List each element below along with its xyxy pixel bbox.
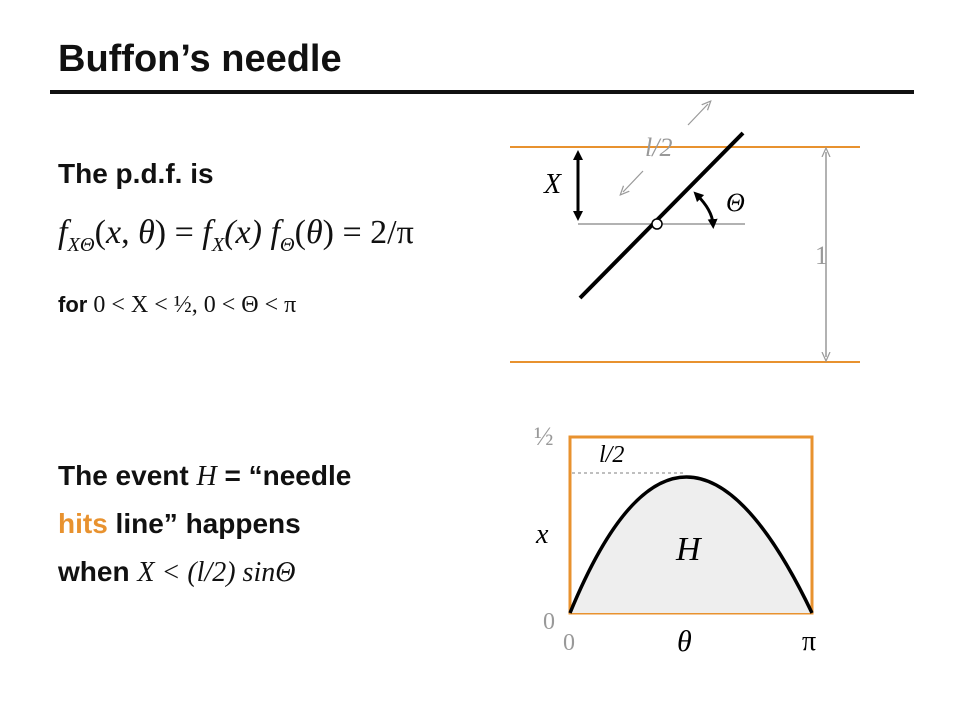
needle-diagram	[510, 104, 860, 362]
peak-label: l/2	[599, 442, 625, 468]
event-line-1: The event H = “needle	[58, 460, 352, 492]
pdf-label: The p.d.f. is	[58, 158, 214, 189]
x-end-label: π	[802, 626, 817, 657]
y-axis-label: x	[536, 519, 549, 550]
page-title: Buffon’s needle	[58, 38, 342, 80]
theta-label: Θ	[726, 188, 745, 217]
half-length-arrow-up	[688, 104, 708, 125]
needle-center	[652, 219, 662, 229]
y-top-label: ½	[534, 422, 554, 451]
pdf-equation: $f_{X\Theta}(x$, $\theta) = f_X(x) f_\Theta(\theta) = 2/\pi$	[58, 214, 414, 256]
x-axis-label: θ	[677, 625, 692, 658]
x-zero-label: 0	[563, 630, 575, 656]
angle-arc	[697, 195, 713, 224]
range-condition: for 0 < X < ½, 0 < Θ < π	[58, 292, 297, 318]
half-length-arrow-down	[623, 171, 643, 192]
half-length-label: l/2	[645, 133, 673, 162]
event-line-3: when X < (l/2) sinΘ	[58, 556, 296, 588]
event-line-2: hits line” happens	[58, 508, 301, 539]
hit-region-plot	[534, 422, 816, 658]
region-label: H	[676, 531, 701, 568]
y-zero-label: 0	[543, 609, 555, 635]
spacing-label: 1	[815, 241, 828, 270]
x-label: X	[544, 169, 562, 200]
